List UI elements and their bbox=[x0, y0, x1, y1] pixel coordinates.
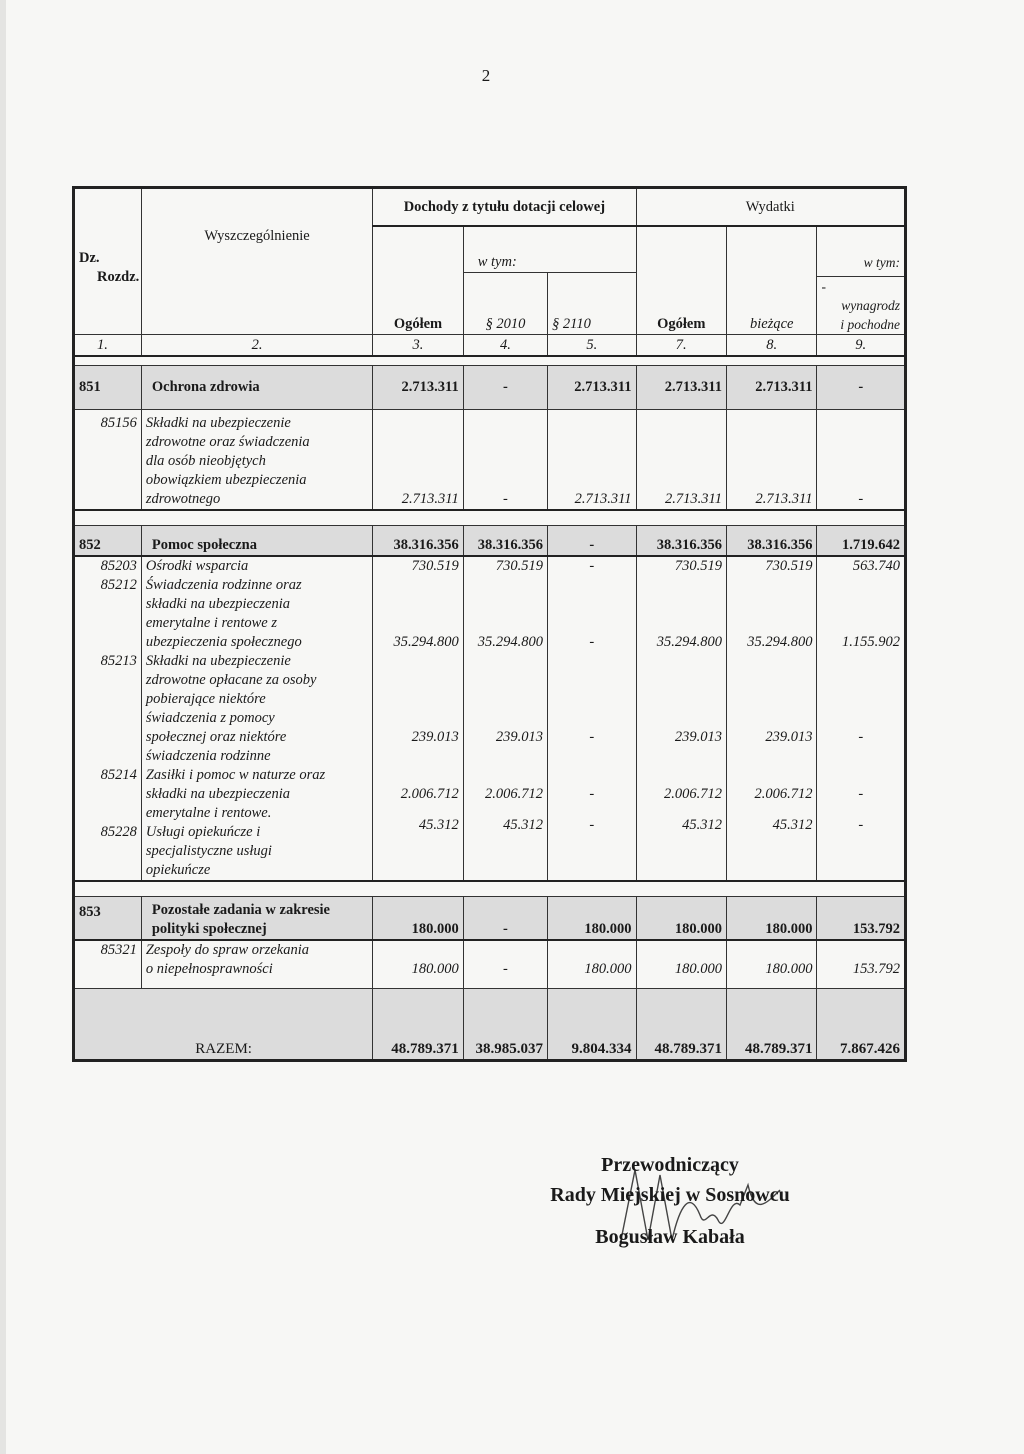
name-line: Zespoły do spraw orzekania bbox=[145, 941, 309, 958]
name-line: Ośrodki wsparcia bbox=[145, 557, 249, 574]
section-name: Pomoc społeczna bbox=[141, 526, 372, 556]
header-group-income: Dochody z tytułu dotacji celowej bbox=[373, 188, 636, 227]
subsection-codes bbox=[74, 556, 142, 881]
col-values-7 bbox=[636, 556, 726, 881]
signature-block bbox=[520, 1150, 820, 1252]
cell-value: 153.792 bbox=[817, 940, 906, 989]
header-income-total: Ogółem bbox=[373, 226, 463, 335]
cell-value: 730.519 bbox=[411, 557, 459, 574]
signature-council: Rady Miejskiej w Sosnowcu bbox=[550, 1184, 790, 1206]
cell-value: - bbox=[548, 526, 636, 556]
total-value: 48.789.371 bbox=[726, 988, 816, 1060]
gap-row bbox=[74, 881, 906, 897]
budget-table bbox=[72, 186, 907, 1062]
header-exp-total: Ogółem bbox=[636, 226, 726, 335]
header-exp-wtym-cell bbox=[817, 226, 906, 335]
cell-value: 239.013 bbox=[495, 728, 544, 745]
name-line: zdrowotne opłacane za osoby bbox=[145, 671, 317, 688]
signature-title: Przewodniczący bbox=[601, 1154, 739, 1176]
subsection-row-85156 bbox=[74, 410, 906, 511]
name-line: Składki na ubezpieczenie bbox=[145, 415, 291, 431]
cell-value: - bbox=[463, 366, 547, 410]
section-row-853 bbox=[74, 896, 906, 940]
cell-value: 2.713.311 bbox=[373, 410, 463, 511]
col-num-4: 4. bbox=[463, 335, 547, 357]
cell-value: - bbox=[463, 896, 547, 940]
cell-value: 2.006.712 bbox=[485, 785, 544, 802]
name-line: dla osób nieobjętych bbox=[145, 453, 266, 469]
section-row-851 bbox=[74, 366, 906, 410]
cell-value: - bbox=[858, 816, 864, 833]
subsection-block-852 bbox=[74, 556, 906, 881]
subsection-code: 85212 bbox=[100, 576, 137, 593]
name-line: zdrowotnego bbox=[145, 491, 221, 507]
page-number: 2 bbox=[481, 66, 491, 85]
col-values-9 bbox=[817, 556, 906, 881]
header-2010: § 2010 bbox=[463, 273, 547, 335]
subsection-names bbox=[141, 556, 372, 881]
cell-value: 239.013 bbox=[674, 728, 722, 745]
name-line: składki na ubezpieczenia bbox=[145, 785, 291, 802]
cell-value: 35.294.800 bbox=[393, 633, 459, 650]
header-wyn2: i pochodne bbox=[840, 317, 900, 332]
cell-value: 2.713.311 bbox=[726, 366, 816, 410]
subsection-name bbox=[141, 940, 372, 989]
cell-value: 1.155.902 bbox=[842, 633, 900, 650]
name-line: Świadczenia rodzinne oraz bbox=[145, 576, 302, 593]
name-line: emerytalne i rentowe. bbox=[145, 804, 272, 821]
col-num-1: 1. bbox=[74, 335, 142, 357]
cell-value: 180.000 bbox=[373, 940, 463, 989]
cell-value: 38.316.356 bbox=[463, 526, 547, 556]
name-line: pobierające niektóre bbox=[145, 690, 266, 707]
cell-value: 730.519 bbox=[765, 557, 813, 574]
total-value: 9.804.334 bbox=[548, 988, 636, 1060]
total-label: RAZEM: bbox=[74, 988, 373, 1060]
cell-value: 35.294.800 bbox=[477, 633, 544, 650]
cell-value: 45.312 bbox=[772, 816, 813, 833]
cell-value: - bbox=[589, 816, 595, 833]
cell-value: 2.713.311 bbox=[636, 410, 726, 511]
total-value: 48.789.371 bbox=[636, 988, 726, 1060]
cell-value: 1.719.642 bbox=[817, 526, 906, 556]
cell-value: 153.792 bbox=[817, 896, 906, 940]
cell-value: - bbox=[463, 410, 547, 511]
total-value: 48.789.371 bbox=[373, 988, 463, 1060]
header-dz-rozdz bbox=[74, 188, 142, 335]
name-line: Składki na ubezpieczenie bbox=[145, 652, 291, 669]
name-line: składki na ubezpieczenia bbox=[145, 595, 291, 612]
section-row-852 bbox=[74, 526, 906, 556]
cell-value: 239.013 bbox=[765, 728, 813, 745]
cell-value: 38.316.356 bbox=[636, 526, 726, 556]
cell-value: 180.000 bbox=[726, 940, 816, 989]
header-2110: § 2110 bbox=[548, 273, 636, 335]
header-row-groups bbox=[74, 188, 906, 227]
cell-value: 180.000 bbox=[636, 940, 726, 989]
cell-value: 180.000 bbox=[636, 896, 726, 940]
cell-value: - bbox=[858, 728, 864, 745]
cell-value: 38.316.356 bbox=[726, 526, 816, 556]
header-rozdz: Rozdz. bbox=[97, 268, 140, 285]
header-wyn-dash: - bbox=[821, 279, 826, 294]
total-row bbox=[74, 988, 906, 1060]
header-wyn: wynagrodz bbox=[841, 298, 900, 313]
subsection-code: 85203 bbox=[100, 557, 137, 574]
gap-row bbox=[74, 356, 906, 366]
cell-value: - bbox=[817, 410, 906, 511]
subsection-code: 85214 bbox=[100, 766, 137, 783]
gap-row bbox=[74, 510, 906, 526]
cell-value: 2.713.311 bbox=[636, 366, 726, 410]
header-income-wtym: w tym: bbox=[463, 226, 636, 273]
cell-value: 45.312 bbox=[503, 816, 544, 833]
col-values-4 bbox=[463, 556, 547, 881]
col-values-5 bbox=[548, 556, 636, 881]
name-line: obowiązkiem ubezpieczenia bbox=[145, 472, 307, 488]
cell-value: 2.713.311 bbox=[726, 410, 816, 511]
header-dz: Dz. bbox=[79, 249, 100, 266]
cell-value: 730.519 bbox=[495, 557, 544, 574]
name-line: emerytalne i rentowe z bbox=[145, 614, 277, 631]
col-num-2: 2. bbox=[141, 335, 372, 357]
name-line: polityki społecznej bbox=[151, 920, 267, 937]
cell-value: 2.006.712 bbox=[400, 785, 459, 802]
cell-value: 2.006.712 bbox=[754, 785, 813, 802]
section-name bbox=[141, 896, 372, 940]
cell-value: 38.316.356 bbox=[373, 526, 463, 556]
subsection-code: 85213 bbox=[100, 652, 137, 669]
name-line: społecznej oraz niektóre bbox=[145, 728, 287, 745]
cell-value: 35.294.800 bbox=[656, 633, 722, 650]
name-line: ubezpieczenia społecznego bbox=[145, 633, 302, 650]
header-biezace: bieżące bbox=[726, 226, 816, 335]
name-line: specjalistyczne usługi bbox=[145, 842, 272, 859]
header-group-expenses: Wydatki bbox=[636, 188, 906, 227]
name-line: świadczenia z pomocy bbox=[145, 709, 275, 726]
cell-value: 563.740 bbox=[852, 557, 900, 574]
cell-value: 180.000 bbox=[373, 896, 463, 940]
subsection-name bbox=[141, 410, 372, 511]
section-code: 853 bbox=[74, 896, 142, 940]
cell-value: 2.713.311 bbox=[548, 366, 636, 410]
col-num-8: 8. bbox=[726, 335, 816, 357]
name-line: Pozostałe zadania w zakresie bbox=[151, 901, 330, 918]
signature-name: Bogusław Kabała bbox=[595, 1226, 745, 1248]
name-line: o niepełnosprawności bbox=[145, 960, 273, 977]
total-value: 38.985.037 bbox=[463, 988, 547, 1060]
col-num-5: 5. bbox=[548, 335, 636, 357]
name-line: zdrowotne oraz świadczenia bbox=[145, 434, 310, 450]
name-line: świadczenia rodzinne bbox=[145, 747, 271, 764]
cell-value: - bbox=[463, 940, 547, 989]
cell-value: 239.013 bbox=[411, 728, 459, 745]
cell-value: - bbox=[589, 633, 595, 650]
cell-value: - bbox=[589, 728, 595, 745]
cell-value: 2.713.311 bbox=[373, 366, 463, 410]
name-line: Usługi opiekuńcze i bbox=[145, 823, 261, 840]
col-num-3: 3. bbox=[373, 335, 463, 357]
cell-value: - bbox=[589, 785, 595, 802]
subsection-code: 85156 bbox=[74, 410, 142, 511]
col-num-7: 7. bbox=[636, 335, 726, 357]
cell-value: - bbox=[817, 366, 906, 410]
total-value: 7.867.426 bbox=[817, 988, 906, 1060]
cell-value: 45.312 bbox=[418, 816, 459, 833]
col-values-3 bbox=[373, 556, 463, 881]
cell-value: 180.000 bbox=[726, 896, 816, 940]
cell-value: 35.294.800 bbox=[747, 633, 813, 650]
cell-value: 45.312 bbox=[682, 816, 722, 833]
section-code: 852 bbox=[74, 526, 142, 556]
col-values-8 bbox=[726, 556, 816, 881]
section-code: 851 bbox=[74, 366, 142, 410]
col-num-9: 9. bbox=[817, 335, 906, 357]
header-numbers-row bbox=[74, 335, 906, 357]
cell-value: - bbox=[858, 785, 864, 802]
subsection-code: 85228 bbox=[100, 823, 137, 840]
name-line: opiekuńcze bbox=[145, 861, 211, 878]
cell-value: - bbox=[589, 557, 595, 574]
cell-value: 2.006.712 bbox=[663, 785, 722, 802]
section-name: Ochrona zdrowia bbox=[141, 366, 372, 410]
header-desc: Wyszczególnienie bbox=[141, 188, 372, 335]
cell-value: 180.000 bbox=[548, 940, 636, 989]
header-exp-wtym: w tym: bbox=[863, 255, 900, 270]
subsection-row-85321 bbox=[74, 940, 906, 989]
cell-value: 730.519 bbox=[674, 557, 722, 574]
cell-value: 2.713.311 bbox=[548, 410, 636, 511]
name-line: Zasiłki i pomoc w naturze oraz bbox=[145, 766, 326, 783]
cell-value: 180.000 bbox=[548, 896, 636, 940]
subsection-code: 85321 bbox=[74, 940, 142, 989]
